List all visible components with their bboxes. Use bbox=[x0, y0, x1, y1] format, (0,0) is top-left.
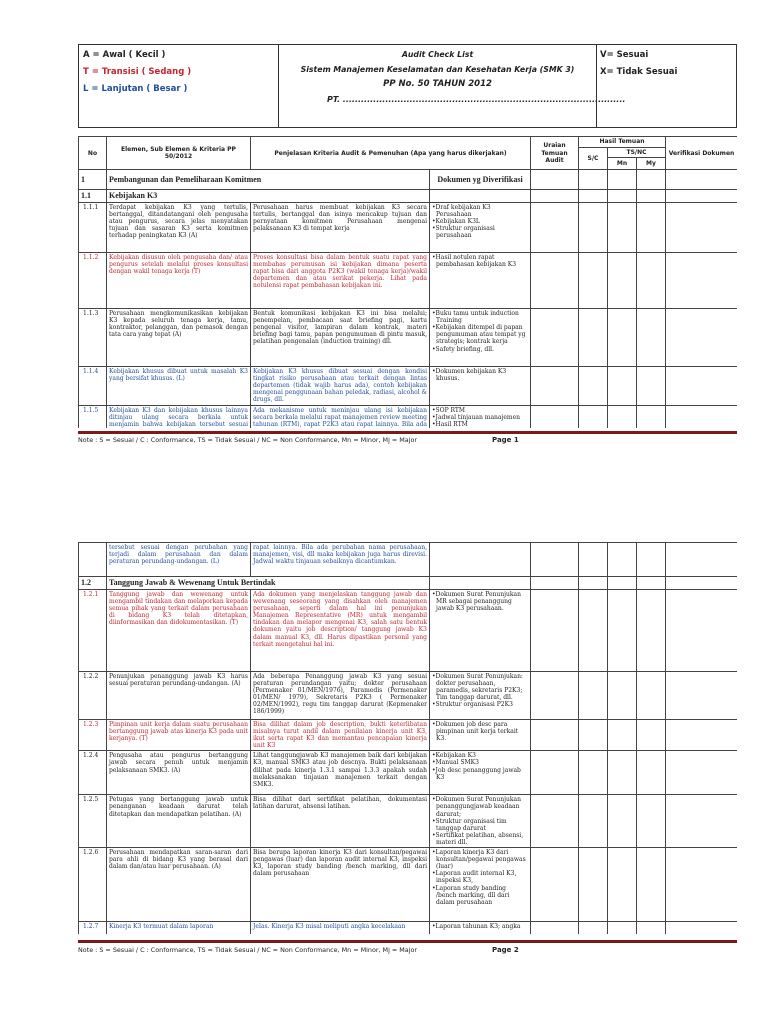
mn-cell[interactable] bbox=[608, 672, 637, 720]
sc-cell[interactable] bbox=[579, 922, 608, 934]
verifikasi-cell[interactable] bbox=[666, 203, 738, 253]
dokumen-item: • Kebijakan ditempel di papan pengumuman atau tempat yg strategis; kontrak kerja bbox=[432, 324, 528, 345]
uraian-cell[interactable] bbox=[531, 590, 579, 672]
dokumen-list bbox=[432, 673, 528, 708]
criteria-rows-page2 bbox=[79, 590, 738, 935]
subsection-no: 1.1 bbox=[79, 190, 107, 203]
sc-cell[interactable] bbox=[579, 795, 608, 848]
legend-levels bbox=[79, 45, 279, 127]
subsection-no: 1.2 bbox=[79, 577, 107, 590]
verifikasi-cell[interactable] bbox=[666, 922, 738, 934]
dokumen-item: • Manual SMK3 bbox=[432, 759, 528, 766]
page1-footer-rule bbox=[78, 431, 737, 434]
mn-cell[interactable] bbox=[608, 795, 637, 848]
criteria-row bbox=[79, 720, 738, 751]
continued-elemen: tersebut sesuai dengan perubahan yang terjadi dalam perusahaan dan dalam peraturan perundang-undangan. (L) bbox=[107, 543, 251, 577]
subsection-row bbox=[79, 577, 738, 590]
criteria-penjelasan: Bentuk komunikasi kebijakan K3 ini bisa melalui; penempelan, pembacaan saat briefing pagi, kartu pengenal visitor, lampiran dalam kontrak, materi briefing bagi tamu, papan pengumuman di pintu masuk, pelatihan pengenalan (induction training) dll. bbox=[251, 309, 430, 367]
legend-tidak-sesuai: X= Tidak Sesuai bbox=[600, 67, 678, 77]
criteria-elemen: Petugas yang bertanggung jawab untuk penanganan keadaan darurat telah ditetapkan dan mendapatkan pelatihan. (A) bbox=[107, 795, 251, 848]
verifikasi-cell[interactable] bbox=[666, 253, 738, 309]
criteria-penjelasan: Bisa berupa laporan kinerja K3 dari konsultan/pegawai pengawas (luar) dan laporan audit internal K3, inspeksi K3, laporan study banding /bench marking, dll dari dalam perusahaan bbox=[251, 848, 430, 922]
dokumen-item: • Safety briefing, dll. bbox=[432, 346, 528, 353]
criteria-no: 1.2.2 bbox=[79, 672, 107, 720]
dokumen-list bbox=[432, 752, 528, 780]
dokumen-item: • Draf kebijakan K3 Perusahaan bbox=[432, 204, 528, 218]
title-audit-check-list: Audit Check List bbox=[401, 50, 474, 59]
criteria-elemen: Perusahaan mendapatkan saran-saran dari para ahli di bidang K3 yang berasal dari dalam dan/atau luar perusahaan. (A) bbox=[107, 848, 251, 922]
uraian-cell[interactable] bbox=[531, 672, 579, 720]
col-uraian: Uraian Temuan Audit bbox=[531, 137, 579, 170]
criteria-penjelasan: Ada mekanisme untuk meninjau ulang isi kebijakan secara berkala melalui rapat manajemen review meeting tahunan (RTM), rapat P2K3 atau rapat lainnya. Bila ada bbox=[251, 405, 430, 428]
dokumen-list bbox=[432, 254, 528, 268]
mn-cell[interactable] bbox=[608, 367, 637, 405]
criteria-dokumen bbox=[430, 590, 531, 672]
page2-note: Note : S = Sesuai / C : Conformance, TS = Tidak Sesuai / NC = Non Conformance, Mn = Minor, Mj = Major bbox=[78, 946, 418, 954]
title-smk3: Sistem Manajemen Keselamatan dan Kesehatan Kerja (SMK 3) bbox=[300, 65, 575, 74]
dokumen-list bbox=[432, 407, 528, 428]
uraian-cell[interactable] bbox=[531, 751, 579, 795]
dokumen-list bbox=[432, 796, 528, 846]
criteria-row bbox=[79, 405, 738, 428]
subsection-row bbox=[79, 190, 738, 203]
criteria-penjelasan: Kebijakan K3 khusus dibuat sesuai dengan kondisi tingkat risiko perusahaan atau terkait dengan lintas departemen (tidak wajib harus ada), contoh kebijakan mengenai penggunaan bahan peledak, radiasi, alcohol & drugs, dll. bbox=[251, 367, 430, 405]
criteria-dokumen bbox=[430, 720, 531, 751]
criteria-dokumen bbox=[430, 922, 531, 934]
criteria-row bbox=[79, 922, 738, 934]
col-verifikasi: Verifikasi Dokumen bbox=[666, 137, 738, 170]
my-cell[interactable] bbox=[637, 795, 666, 848]
my-cell[interactable] bbox=[637, 367, 666, 405]
criteria-dokumen bbox=[430, 848, 531, 922]
subsection-title: Tanggung Jawab & Wewenang Untuk Bertindak bbox=[107, 577, 430, 590]
my-cell[interactable] bbox=[637, 848, 666, 922]
criteria-penjelasan: Perusahaan harus membuat kebijakan K3 secara tertulis, bertanggal dan isinya mencakup tujuan dan pernyataan komitmen Perusahaan mengenai pelaksanaan K3 di tempat kerja bbox=[251, 203, 430, 253]
sc-cell[interactable] bbox=[579, 751, 608, 795]
criteria-dokumen bbox=[430, 795, 531, 848]
col-tsnc: TS/NC bbox=[608, 148, 666, 158]
continued-penjelasan: rapat lainnya. Bila ada perubahan nama perusahaan, manajemen, visi, dll maka kebijakan juga harus direvisi. Jadwal waktu tinjauan sebaiknya dicantumkan. bbox=[251, 543, 430, 577]
verifikasi-cell[interactable] bbox=[666, 795, 738, 848]
col-penjelasan: Penjelasan Kriteria Audit & Pemenuhan (Apa yang harus dikerjakan) bbox=[251, 137, 531, 170]
verifikasi-cell[interactable] bbox=[666, 751, 738, 795]
criteria-no: 1.2.5 bbox=[79, 795, 107, 848]
criteria-no: 1.2.3 bbox=[79, 720, 107, 751]
sc-cell[interactable] bbox=[579, 590, 608, 672]
section-no: 1 bbox=[79, 170, 107, 190]
mn-cell[interactable] bbox=[608, 405, 637, 428]
dokumen-item: • Laporan study banding /bench marking, dll dari dalam perusahaan bbox=[432, 885, 528, 906]
criteria-row bbox=[79, 672, 738, 720]
my-cell[interactable] bbox=[637, 751, 666, 795]
sc-cell[interactable] bbox=[579, 848, 608, 922]
verifikasi-cell[interactable] bbox=[666, 590, 738, 672]
col-mn: Mn bbox=[608, 158, 637, 170]
my-cell[interactable] bbox=[637, 253, 666, 309]
criteria-dokumen bbox=[430, 405, 531, 428]
uraian-cell[interactable] bbox=[531, 309, 579, 367]
dokumen-item: • Dokumen job desc para pimpinan unit kerja terkait K3. bbox=[432, 721, 528, 742]
uraian-cell[interactable] bbox=[531, 253, 579, 309]
criteria-no: 1.2.6 bbox=[79, 848, 107, 922]
col-my: My bbox=[637, 158, 666, 170]
my-cell[interactable] bbox=[637, 590, 666, 672]
criteria-no: 1.2.1 bbox=[79, 590, 107, 672]
uraian-cell[interactable] bbox=[531, 720, 579, 751]
criteria-penjelasan: Bisa dilihat dari sertifikat pelatihan, dokumentasi latihan darurat, absensi latihan. bbox=[251, 795, 430, 848]
criteria-elemen: Tanggung jawab dan wewenang untuk mengambil tindakan dan melaporkan kepada semua pihak yang terkait dalam perusahaan di bidang K3 telah ditetapkan, diinformasikan dan didokumentasikan. (T) bbox=[107, 590, 251, 672]
uraian-cell[interactable] bbox=[531, 367, 579, 405]
criteria-penjelasan: Jelas. Kinerja K3 misal meliputi angka kecelakaan bbox=[251, 922, 430, 934]
audit-header bbox=[78, 44, 737, 128]
criteria-row bbox=[79, 309, 738, 367]
subsection-title: Kebijakan K3 bbox=[107, 190, 430, 203]
continued-row bbox=[79, 543, 738, 577]
dokumen-list bbox=[432, 721, 528, 742]
dokumen-item: • Dokumen Surat Penunjukan: dokter perusahaan, paramedis, sekretaris P2K3; Tim tanggap darurat, dll. bbox=[432, 673, 528, 701]
legend-lanjutan: L = Lanjutan ( Besar ) bbox=[83, 84, 188, 94]
dokumen-item: • Job desc penanggung jawab K3 bbox=[432, 767, 528, 781]
criteria-elemen: Kinerja K3 termuat dalam laporan bbox=[107, 922, 251, 934]
legend-result bbox=[597, 45, 736, 127]
mn-cell[interactable] bbox=[608, 751, 637, 795]
my-cell[interactable] bbox=[637, 309, 666, 367]
criteria-dokumen bbox=[430, 751, 531, 795]
dokumen-item: • Sertifikat pelatihan, absensi, materi dll. bbox=[432, 832, 528, 846]
dokumen-list bbox=[432, 204, 528, 239]
criteria-elemen: Perusahaan mengkomunikasikan kebijakan K3 kepada seluruh tenaga kerja, tamu, kontraktor, pelanggan, dan pemasok dengan tata cara yang tepat (A) bbox=[107, 309, 251, 367]
uraian-cell[interactable] bbox=[531, 203, 579, 253]
criteria-no: 1.1.2 bbox=[79, 253, 107, 309]
criteria-penjelasan: Ada dokumen yang menjelaskan tanggung jawab dan wewenang seseorang yang disahkan oleh manajemen perusahaan, seperti dalam hal ini penunjukan Manajemen Representative (MR) untuk mengambil tindakan dan melapor mengenai K3, salah satu bentuk dokumen yaitu job description/ tanggung jawab K3 dalam manual K3, dll. Harus dipastikan personil yang terkait mengetahui hal ini. bbox=[251, 590, 430, 672]
criteria-row bbox=[79, 848, 738, 922]
sc-cell[interactable] bbox=[579, 203, 608, 253]
audit-table-page2 bbox=[78, 542, 737, 934]
dokumen-item: • Struktur organisasi tim tanggap darurat bbox=[432, 818, 528, 832]
sc-cell[interactable] bbox=[579, 253, 608, 309]
dokumen-item: • Dokumen kebijakan K3 khusus. bbox=[432, 368, 528, 382]
mn-cell[interactable] bbox=[608, 720, 637, 751]
criteria-rows-page1 bbox=[79, 203, 738, 428]
my-cell[interactable] bbox=[637, 720, 666, 751]
dokumen-item: • Laporan tahunan K3; angka bbox=[432, 923, 528, 930]
verifikasi-cell[interactable] bbox=[666, 672, 738, 720]
criteria-dokumen bbox=[430, 367, 531, 405]
legend-awal: A = Awal ( Kecil ) bbox=[83, 50, 166, 60]
criteria-dokumen bbox=[430, 203, 531, 253]
verifikasi-cell[interactable] bbox=[666, 367, 738, 405]
criteria-elemen: Penunjukan penanggung jawab K3 harus sesuai peraturan perundang-undangan. (A) bbox=[107, 672, 251, 720]
page1-note: Note : S = Sesuai / C : Conformance, TS = Tidak Sesuai / NC = Non Conformance, Mn = Minor, Mj = Major bbox=[78, 436, 418, 444]
sc-cell[interactable] bbox=[579, 309, 608, 367]
dokumen-item: • SOP RTM bbox=[432, 407, 528, 414]
col-elemen: Elemen, Sub Elemen & Kriteria PP 50/2012 bbox=[107, 137, 251, 170]
dokumen-item: • Dokumen Surat Penunjukan penanggungjawab keadaan darurat; bbox=[432, 796, 528, 817]
col-no: No bbox=[79, 137, 107, 170]
verifikasi-cell[interactable] bbox=[666, 405, 738, 428]
sc-cell[interactable] bbox=[579, 405, 608, 428]
dokumen-item: • Laporan audit internal K3, inspeksi K3, bbox=[432, 870, 528, 884]
criteria-no: 1.2.7 bbox=[79, 922, 107, 934]
criteria-penjelasan: Proses konsultasi bisa dalam bentuk suatu rapat yang membahas perumusan isi kebijakan dimana peserta rapat bisa dari anggota P2K3 (wakil tenaga kerja)/wakil departemen dan atau serikat pekerja. Lihat pada notulensi rapat pembahasan kebijakan ini. bbox=[251, 253, 430, 309]
mn-cell[interactable] bbox=[608, 848, 637, 922]
criteria-penjelasan: Lihat tanggungjawab K3 manajemen baik dari kebijakan K3, manual SMK3 atau job descnya. Bukti pelaksanaan dilihat pada kinerja 1.3.1 sampai 1.3.3 apakah sudah melaksanakan tinjauan manajemen terkait dengan SMK3. bbox=[251, 751, 430, 795]
dokumen-list bbox=[432, 591, 528, 612]
dokumen-item: • Hasil notulen rapat pembahasan kebijakan K3 bbox=[432, 254, 528, 268]
dokumen-item: • Hasil RTM bbox=[432, 421, 528, 428]
page2-table-area bbox=[78, 542, 737, 934]
uraian-cell[interactable] bbox=[531, 405, 579, 428]
criteria-row bbox=[79, 203, 738, 253]
my-cell[interactable] bbox=[637, 203, 666, 253]
uraian-cell[interactable] bbox=[531, 922, 579, 934]
criteria-row bbox=[79, 367, 738, 405]
criteria-elemen: Kebijakan disusun oleh pengusaha dan/ atau pengurus setelah melalui proses konsultasi dengan wakil tenaga kerja (T) bbox=[107, 253, 251, 309]
criteria-elemen: Pimpinan unit kerja dalam suatu perusahaan bertanggung jawab atas kinerja K3 pada unit kerjanya. (T) bbox=[107, 720, 251, 751]
mn-cell[interactable] bbox=[608, 253, 637, 309]
dokumen-item: • Jadwal tinjauan manajemen bbox=[432, 414, 528, 421]
criteria-penjelasan: Ada beberapa Penanggung jawab K3 yang sesuai peraturan perundangan yaitu; dokter perusahaan (Permenaker 01/MEN/1976), Paramedis (Permenaker 01/MEN/ 1979), Sekretaris P2K3 ( Permenaker 02/MEN/1992), regu tim tanggap darurat (Kepmenaker 186/1999) bbox=[251, 672, 430, 720]
criteria-no: 1.1.4 bbox=[79, 367, 107, 405]
dokumen-list bbox=[432, 310, 528, 353]
dokumen-list bbox=[432, 923, 528, 930]
mn-cell[interactable] bbox=[608, 203, 637, 253]
col-hasil-temuan: Hasil Temuan bbox=[579, 137, 666, 148]
audit-table-page1 bbox=[78, 136, 737, 428]
criteria-elemen: Pengusaha atau pengurus bertanggung jawab secara penuh untuk menjamin pelaksanaan SMK3. (A) bbox=[107, 751, 251, 795]
dokumen-item: • Struktur organisasi P2K3 bbox=[432, 701, 528, 708]
section-title: Pembangunan dan Pemeliharaan Komitmen bbox=[107, 170, 430, 190]
criteria-elemen: Terdapat kebijakan K3 yang tertulis, bertanggal, ditandatangani oleh pengusaha atau pengurus, secara jelas menyatakan tujuan dan sasaran K3 serta komitmen terhadap peningkatan K3 (A) bbox=[107, 203, 251, 253]
dokumen-item: • Kebijakan K3 bbox=[432, 752, 528, 759]
criteria-row bbox=[79, 751, 738, 795]
verifikasi-cell[interactable] bbox=[666, 848, 738, 922]
criteria-dokumen bbox=[430, 672, 531, 720]
page1-number: Page 1 bbox=[492, 436, 519, 444]
my-cell[interactable] bbox=[637, 922, 666, 934]
criteria-no: 1.1.3 bbox=[79, 309, 107, 367]
dokumen-item: • Dokumen Surat Penunjukan MR sebagai penanggung jawab K3 perusahaan. bbox=[432, 591, 528, 612]
criteria-no: 1.2.4 bbox=[79, 751, 107, 795]
sc-cell[interactable] bbox=[579, 367, 608, 405]
my-cell[interactable] bbox=[637, 672, 666, 720]
uraian-cell[interactable] bbox=[531, 795, 579, 848]
mn-cell[interactable] bbox=[608, 309, 637, 367]
section-dok-label: Dokumen yg Diverifikasi bbox=[430, 170, 531, 190]
verifikasi-cell[interactable] bbox=[666, 309, 738, 367]
dokumen-item: • Struktur organisasi perusahaan bbox=[432, 225, 528, 239]
criteria-dokumen bbox=[430, 253, 531, 309]
criteria-dokumen bbox=[430, 309, 531, 367]
dokumen-list bbox=[432, 849, 528, 906]
my-cell[interactable] bbox=[637, 405, 666, 428]
page2-footer-rule bbox=[78, 940, 737, 943]
criteria-row bbox=[79, 253, 738, 309]
company-name-field: PT. ............................................................................................. bbox=[327, 95, 626, 104]
sc-cell[interactable] bbox=[579, 672, 608, 720]
criteria-no: 1.1.5 bbox=[79, 405, 107, 428]
verifikasi-cell[interactable] bbox=[666, 720, 738, 751]
dokumen-item: • Laporan kinerja K3 dari konsultan/pegawai pengawas (luar) bbox=[432, 849, 528, 870]
mn-cell[interactable] bbox=[608, 590, 637, 672]
criteria-elemen: Kebijakan K3 dan kebijakan khusus lainnya ditinjau ulang secara berkala untuk menjamin bahwa kebijakan tersebut sesuai bbox=[107, 405, 251, 428]
criteria-row bbox=[79, 590, 738, 672]
page2-number: Page 2 bbox=[492, 946, 519, 954]
dokumen-item: • Buku tamu untuk induction Training bbox=[432, 310, 528, 324]
page1-table-area bbox=[78, 136, 737, 428]
criteria-row bbox=[79, 795, 738, 848]
legend-sesuai: V= Sesuai bbox=[600, 50, 649, 60]
dokumen-list bbox=[432, 368, 528, 382]
sc-cell[interactable] bbox=[579, 720, 608, 751]
criteria-penjelasan: Bisa dilihat dalam job description, bukti keterlibatan misalnya turut andil dalam penilaian kinerja unit K3, ikut serta rapat K3 dan memantau pencapaian kinerja unit K3 bbox=[251, 720, 430, 751]
uraian-cell[interactable] bbox=[531, 848, 579, 922]
mn-cell[interactable] bbox=[608, 922, 637, 934]
dokumen-item: • Kebijakan K3L bbox=[432, 218, 528, 225]
criteria-elemen: Kebijakan khusus dibuat untuk masalah K3 yang bersifat khusus. (L) bbox=[107, 367, 251, 405]
col-sc: S/C bbox=[579, 148, 608, 170]
section-row bbox=[79, 170, 738, 190]
legend-transisi: T = Transisi ( Sedang ) bbox=[83, 67, 192, 77]
title-pp: PP No. 50 TAHUN 2012 bbox=[383, 79, 492, 89]
criteria-no: 1.1.1 bbox=[79, 203, 107, 253]
